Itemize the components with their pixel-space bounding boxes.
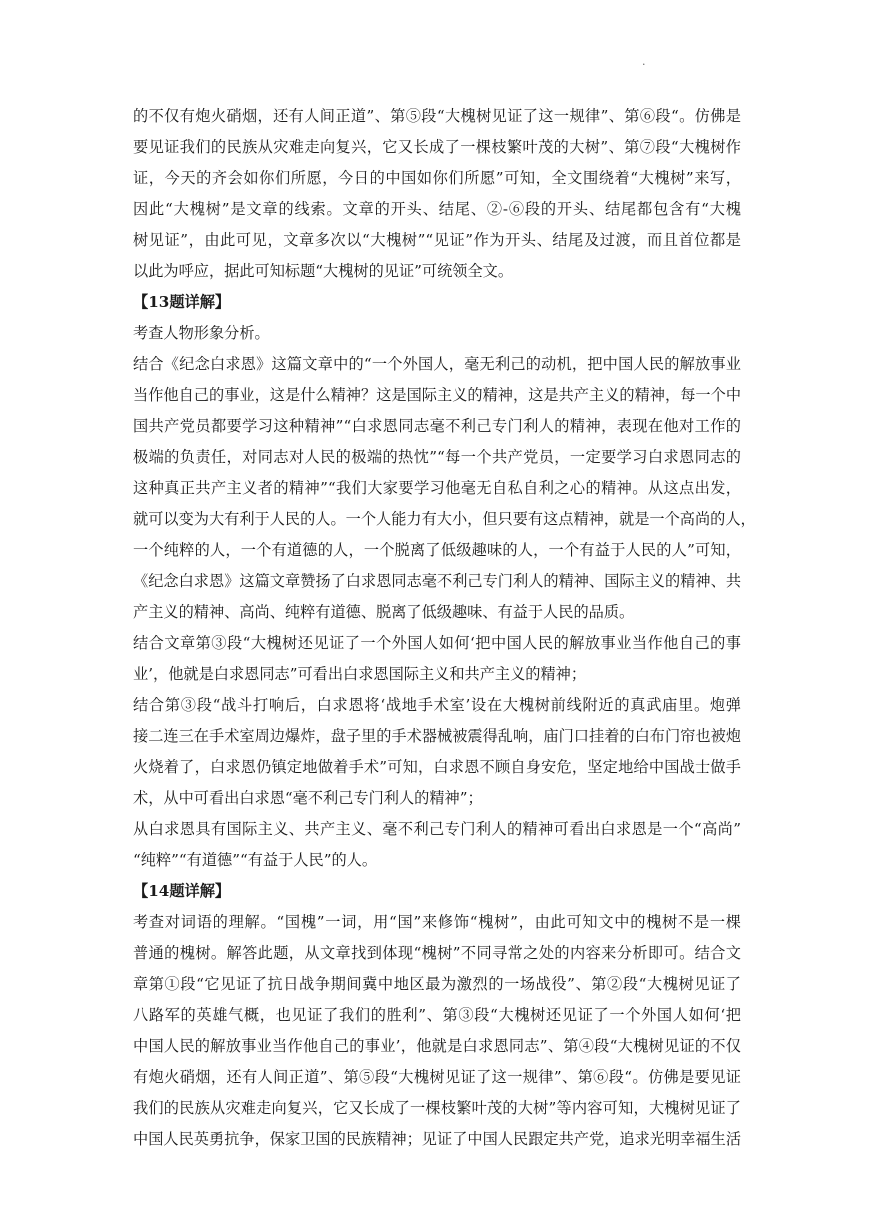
paragraph-line: 一个纯粹的人，一个有道德的人，一个脱离了低级趣味的人，一个有益于人民的人”可知， — [133, 541, 741, 559]
paragraph-line: 结合文章第③段“大槐树还见证了一个外国人如何‘把中国人民的解放事业当作他自己的事 — [133, 634, 741, 652]
paragraph-line: 八路军的英雄气概，也见证了我们的胜利”、第③段“大槐树还见证了一个外国人如何‘把 — [133, 1006, 741, 1024]
page-marker: . — [642, 55, 646, 68]
paragraph-line: 树见证”，由此可见，文章多次以“大槐树”“见证”作为开头、结尾及过渡，而且首位都是 — [133, 231, 741, 249]
paragraph-line: 证，今天的齐会如你们所愿，今日的中国如你们所愿”可知，全文围绕着“大槐树”来写， — [133, 169, 741, 187]
paragraph-line: 中国人民英勇抗争，保家卫国的民族精神；见证了中国人民跟定共产党，追求光明幸福生活 — [133, 1130, 741, 1148]
paragraph-line: 以此为呼应，据此可知标题“大槐树的见证”可统领全文。 — [133, 262, 514, 280]
paragraph-line: 章第①段“它见证了抗日战争期间冀中地区最为激烈的一场战役”、第②段“大槐树见证了 — [133, 975, 741, 993]
paragraph-line: 国共产党员都要学习这种精神”“白求恩同志毫不利己专门利人的精神，表现在他对工作的 — [133, 417, 741, 435]
paragraph-line: 产主义的精神、高尚、纯粹有道德、脱离了低级趣味、有益于人民的品质。 — [133, 603, 635, 621]
paragraph-line: 术，从中可看出白求恩“毫不利己专门利人的精神”； — [133, 789, 483, 807]
paragraph-line: 就可以变为大有利于人民的人。一个人能力有大小，但只要有这点精神，就是一个高尚的人， — [133, 510, 756, 528]
paragraph-line: 火烧着了，白求恩仍镇定地做着手术”可知，白求恩不顾自身安危，坚定地给中国战士做手 — [133, 758, 741, 776]
paragraph-line: 结合第③段“战斗打响后，白求恩将‘战地手术室’设在大槐树前线附近的真武庙里。炮弹 — [133, 696, 741, 714]
paragraph-line: 接二连三在手术室周边爆炸，盘子里的手术器械被震得乱响，庙门口挂着的白布门帘也被炮 — [133, 727, 741, 745]
paragraph-line: 业’，他就是白求恩同志”可看出白求恩国际主义和共产主义的精神； — [133, 665, 587, 683]
paragraph-line: 结合《纪念白求恩》这篇文章中的“一个外国人，毫无利己的动机，把中国人民的解放事业 — [133, 355, 741, 373]
paragraph-line: “纯粹”“有道德”“有益于人民”的人。 — [133, 851, 378, 869]
paragraph-line: 当作他自己的事业，这是什么精神？这是国际主义的精神，这是共产主义的精神，每一个中 — [133, 386, 741, 404]
paragraph-line: 从白求恩具有国际主义、共产主义、毫不利己专门利人的精神可看出白求恩是一个“高尚” — [133, 820, 741, 838]
section-heading: 【14题详解】 — [133, 882, 231, 900]
paragraph-line: 极端的负责任，对同志对人民的极端的热忱”“每一个共产党员，一定要学习白求恩同志的 — [133, 448, 741, 466]
paragraph-line: 考查对词语的理解。“国槐”一词，用“国”来修饰“槐树”，由此可知文中的槐树不是一棵 — [133, 913, 741, 931]
document-body — [133, 101, 756, 1155]
paragraph-line: 《纪念白求恩》这篇文章赞扬了白求恩同志毫不利己专门利人的精神、国际主义的精神、共 — [133, 572, 741, 590]
paragraph-line: 的不仅有炮火硝烟，还有人间正道”、第⑤段“大槐树见证了这一规律”、第⑥段“。仿佛是 — [133, 107, 741, 125]
paragraph-line: 考查人物形象分析。 — [133, 324, 270, 342]
paragraph-line: 中国人民的解放事业当作他自己的事业’，他就是白求恩同志”、第④段“大槐树见证的不仅 — [133, 1037, 741, 1055]
section-heading: 【13题详解】 — [133, 293, 231, 311]
paragraph-line: 普通的槐树。解答此题，从文章找到体现“槐树”不同寻常之处的内容来分析即可。结合文 — [133, 944, 741, 962]
paragraph-line: 有炮火硝烟，还有人间正道”、第⑤段“大槐树见证了这一规律”、第⑥段“。仿佛是要见证 — [133, 1068, 741, 1086]
paragraph-line: 我们的民族从灾难走向复兴，它又长成了一棵枝繁叶茂的大树”等内容可知，大槐树见证了 — [133, 1099, 741, 1117]
paragraph-line: 要见证我们的民族从灾难走向复兴，它又长成了一棵枝繁叶茂的大树”、第⑦段“大槐树作 — [133, 138, 741, 156]
paragraph-line: 这种真正共产主义者的精神”“我们大家要学习他毫无自私自利之心的精神。从这点出发， — [133, 479, 741, 497]
paragraph-line: 因此“大槐树”是文章的线索。文章的开头、结尾、②-⑥段的开头、结尾都包含有“大槐 — [133, 200, 741, 218]
